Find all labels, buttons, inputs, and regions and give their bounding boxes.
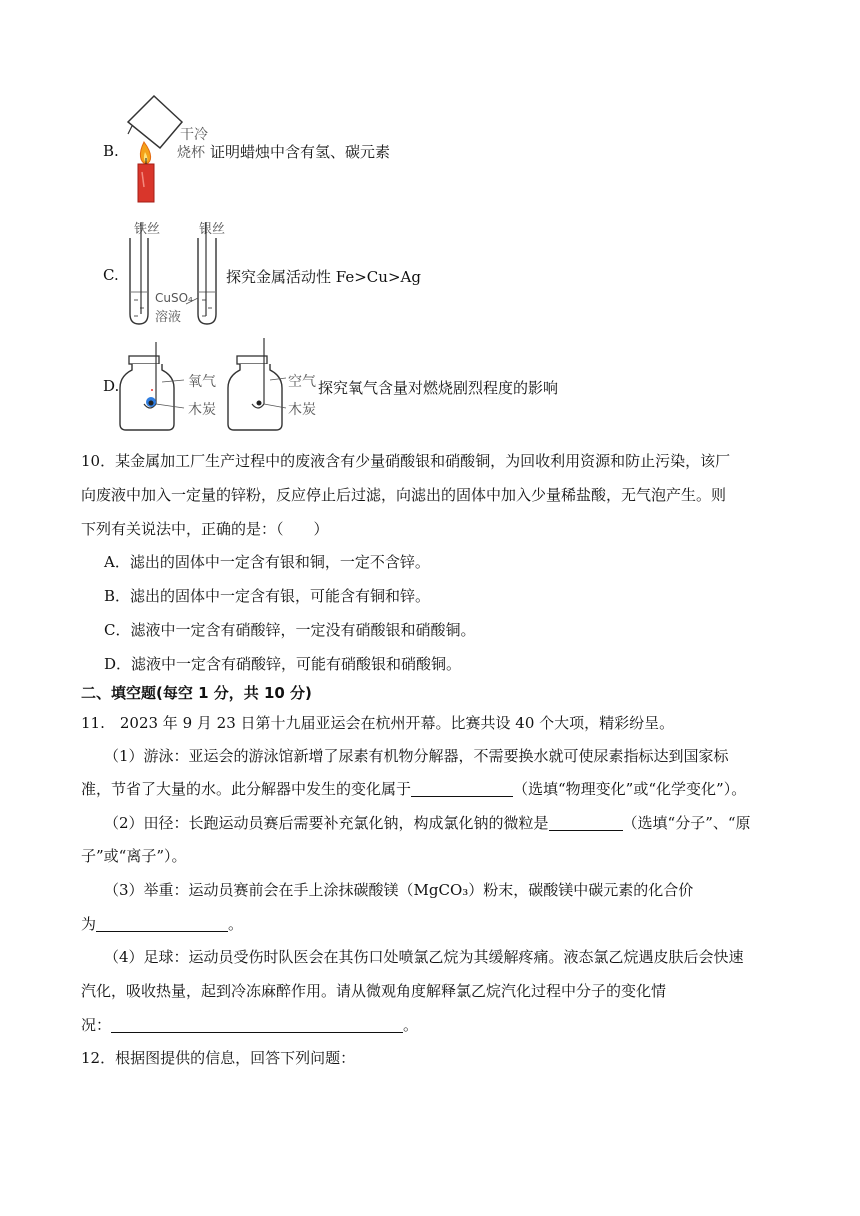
candle-beaker-figure [122, 92, 182, 204]
q10-stem-line-3: 下列有关说法中，正确的是：（ ） [81, 520, 329, 538]
charcoal-label-left: 木炭 [188, 402, 216, 418]
q11-part1-text-b: （选填“物理变化”或“化学变化”）。 [513, 780, 747, 798]
cuso4-label: CuSO₄ [155, 291, 193, 305]
q11-part2-text-a: （2）田径：长跑运动员赛后需要补充氯化钠，构成氯化钠的微粒是 [104, 814, 549, 832]
option-d-text: 探究氧气含量对燃烧剧烈程度的影响 [318, 379, 559, 397]
q11-part3-text-a: 为 [81, 915, 97, 933]
q11-part4-answer-blank[interactable] [111, 1016, 403, 1033]
air-label: 空气 [288, 374, 316, 390]
silver-wire-label: 银丝 [199, 222, 226, 237]
q11-part3-line-2 [81, 914, 243, 934]
q11-part2-line-2: 子”或“离子”）。 [81, 847, 187, 865]
q11-part1-line-2 [81, 779, 746, 799]
q10-stem-line-1: 10．某金属加工厂生产过程中的废液含有少量硝酸银和硝酸铜，为回收利用资源和防止污染，该厂 [81, 452, 731, 470]
q11-part4-text-b: 。 [403, 1016, 419, 1034]
option-d-letter: D. [103, 377, 120, 395]
q11-part3-line-1: （3）举重：运动员赛前会在手上涂抹碳酸镁（MgCO₃）粉末，碳酸镁中碳元素的化合价 [104, 881, 694, 899]
q11-stem: 11. 2023 年 9 月 23 日第十九届亚运会在杭州开幕。比赛共设 40 个大项，精彩纷呈。 [81, 714, 675, 732]
option-c-text: 探究金属活动性 Fe>Cu>Ag [226, 268, 421, 286]
q10-option-b: B．滤出的固体中一定含有银，可能含有铜和锌。 [104, 587, 431, 605]
q11-part2-line-1 [104, 813, 751, 833]
option-c-letter: C. [103, 266, 119, 284]
option-b-letter: B. [103, 142, 119, 160]
q11-part4-line-3 [81, 1015, 418, 1035]
q11-part2-answer-blank[interactable] [549, 814, 623, 831]
beaker-label-2: 烧杯 [177, 145, 205, 161]
q11-part3-answer-blank[interactable] [96, 915, 228, 932]
q11-part1-line-1: （1）游泳：亚运会的游泳馆新增了尿素有机物分解器，不需要换水就可使尿素指标达到国家标 [104, 747, 729, 765]
q11-part4-text-a: 况： [81, 1016, 112, 1034]
iron-wire-label: 铁丝 [134, 222, 161, 237]
q11-part4-line-1: （4）足球：运动员受伤时队医会在其伤口处喷氯乙烷为其缓解疼痛。液态氯乙烷遇皮肤后会快速 [104, 948, 744, 966]
q10-option-c: C．滤液中一定含有硝酸锌，一定没有硝酸银和硝酸铜。 [104, 621, 476, 639]
q10-stem-line-2: 向废液中加入一定量的锌粉，反应停止后过滤，向滤出的固体中加入少量稀盐酸，无气泡产生。则 [81, 486, 727, 504]
beaker-label-1: 干冷 [180, 127, 208, 143]
oxygen-label: 氧气 [188, 374, 216, 390]
option-b-text: 证明蜡烛中含有氢、碳元素 [210, 143, 391, 161]
q12-stem: 12．根据图提供的信息，回答下列问题： [81, 1049, 356, 1067]
section-heading: 二、填空题(每空 1 分，共 10 分) [81, 684, 312, 702]
q10-option-d: D．滤液中一定含有硝酸锌，可能有硝酸银和硝酸铜。 [104, 655, 462, 673]
q10-option-a: A．滤出的固体中一定含有银和铜，一定不含锌。 [104, 553, 430, 571]
q11-part1-text-a: 准，节省了大量的水。此分解器中发生的变化属于 [81, 780, 412, 798]
charcoal-label-right: 木炭 [288, 402, 316, 418]
q11-part3-text-b: 。 [228, 915, 244, 933]
q11-part2-text-b: （选填“分子”、“原 [622, 814, 751, 832]
solution-label: 溶液 [155, 310, 182, 325]
q11-part4-line-2: 汽化，吸收热量，起到冷冻麻醉作用。请从微观角度解释氯乙烷汽化过程中分子的变化情 [81, 982, 667, 1000]
q11-part1-answer-blank[interactable] [411, 780, 513, 797]
